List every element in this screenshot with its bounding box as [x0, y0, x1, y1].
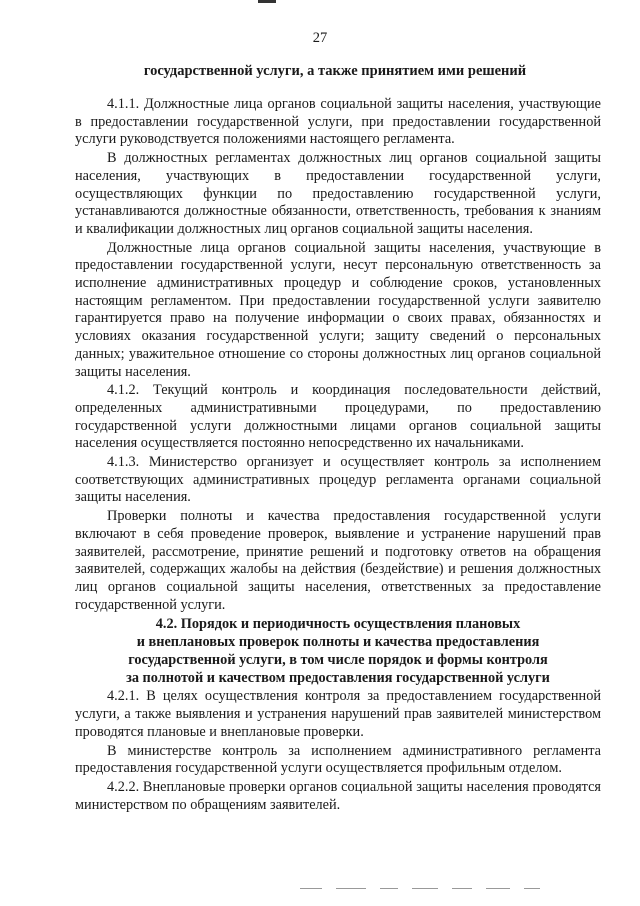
- scan-artifact: [258, 0, 276, 3]
- paragraph-4-2-1: 4.2.1. В целях осуществления контроля за предоставлением государственной услуги, а также выявления и устранения нарушений прав заявителей министерством проводятся плановые и внеплановые проверки.: [75, 688, 601, 740]
- paragraph-ministry-control: В министерстве контроль за исполнением административного регламента предоставления государственной услуги осуществляется профильным отделом.: [75, 742, 601, 777]
- paragraph-4-1-3: 4.1.3. Министерство организует и осуществляет контроль за исполнением соответствующих административных процедур регламента органами социальной защиты населения.: [75, 454, 601, 506]
- paragraph-inspections: Проверки полноты и качества предоставления государственной услуги включают в себя проведение проверок, выявление и устранение нарушений прав заявителей, рассмотрение, принятие решений и подготовку ответов на обращения заявителей, содержащих жалобы на действия (бездействие) и решения должностных лиц органов социальной защиты населения, ответственных за предоставление государственной услуги.: [75, 508, 601, 613]
- section-title-4-2: [75, 615, 601, 687]
- section-title-line: и внеплановых проверок полноты и качества предоставления: [136, 634, 540, 651]
- section-title-line: за полнотой и качеством предоставления государственной услуги: [126, 670, 550, 687]
- paragraph-job-regulations: В должностных регламентах должностных лиц органов социальной защиты населения, участвующих в предоставлении государственной услуги, осуществляющих функции по предоставлению государственной услуги, устанавливаются должностные обязанности, ответственность, требования к знаниям и квалификации должностных лиц органов социальной защиты населения.: [75, 150, 601, 237]
- document-body: [75, 96, 601, 815]
- page-number: 27: [312, 30, 328, 46]
- section-title-line: 4.2. Порядок и периодичность осуществления плановых: [155, 616, 521, 633]
- paragraph-personal-responsibility: Должностные лица органов социальной защиты населения, участвующие в предоставлении государственной услуги, несут персональную ответственность за исполнение административных процедур и соблюдение сроков, установленных настоящим регламентом. При предоставлении государственной услуги заявителю гарантируется право на получение информации о своих правах, обязанностях и условиях оказания государственной услуги; защиту сведений о персональных данных; уважительное отношение со стороны должностных лиц органов социальной защиты населения.: [75, 239, 601, 380]
- section-title-line: государственной услуги, в том числе порядок и формы контроля: [128, 652, 548, 669]
- paragraph-4-1-1: 4.1.1. Должностные лица органов социальной защиты населения, участвующие в предоставлении государственной услуги, при предоставлении государственной услуги руководствуется положениями настоящего регламента.: [75, 96, 601, 148]
- paragraph-4-2-2: 4.2.2. Внеплановые проверки органов социальной защиты населения проводятся министерством по обращениям заявителей.: [75, 778, 601, 813]
- scan-artifact-bottom: [300, 888, 620, 892]
- paragraph-4-1-2: 4.1.2. Текущий контроль и координация последовательности действий, определенных административными процедурами, по предоставлению государственной услуги должностными лицами органов социальной защиты населения осуществляется постоянно непосредственно их начальниками.: [75, 382, 601, 452]
- section-heading-continuation: государственной услуги, а также принятием ими решений: [143, 63, 527, 79]
